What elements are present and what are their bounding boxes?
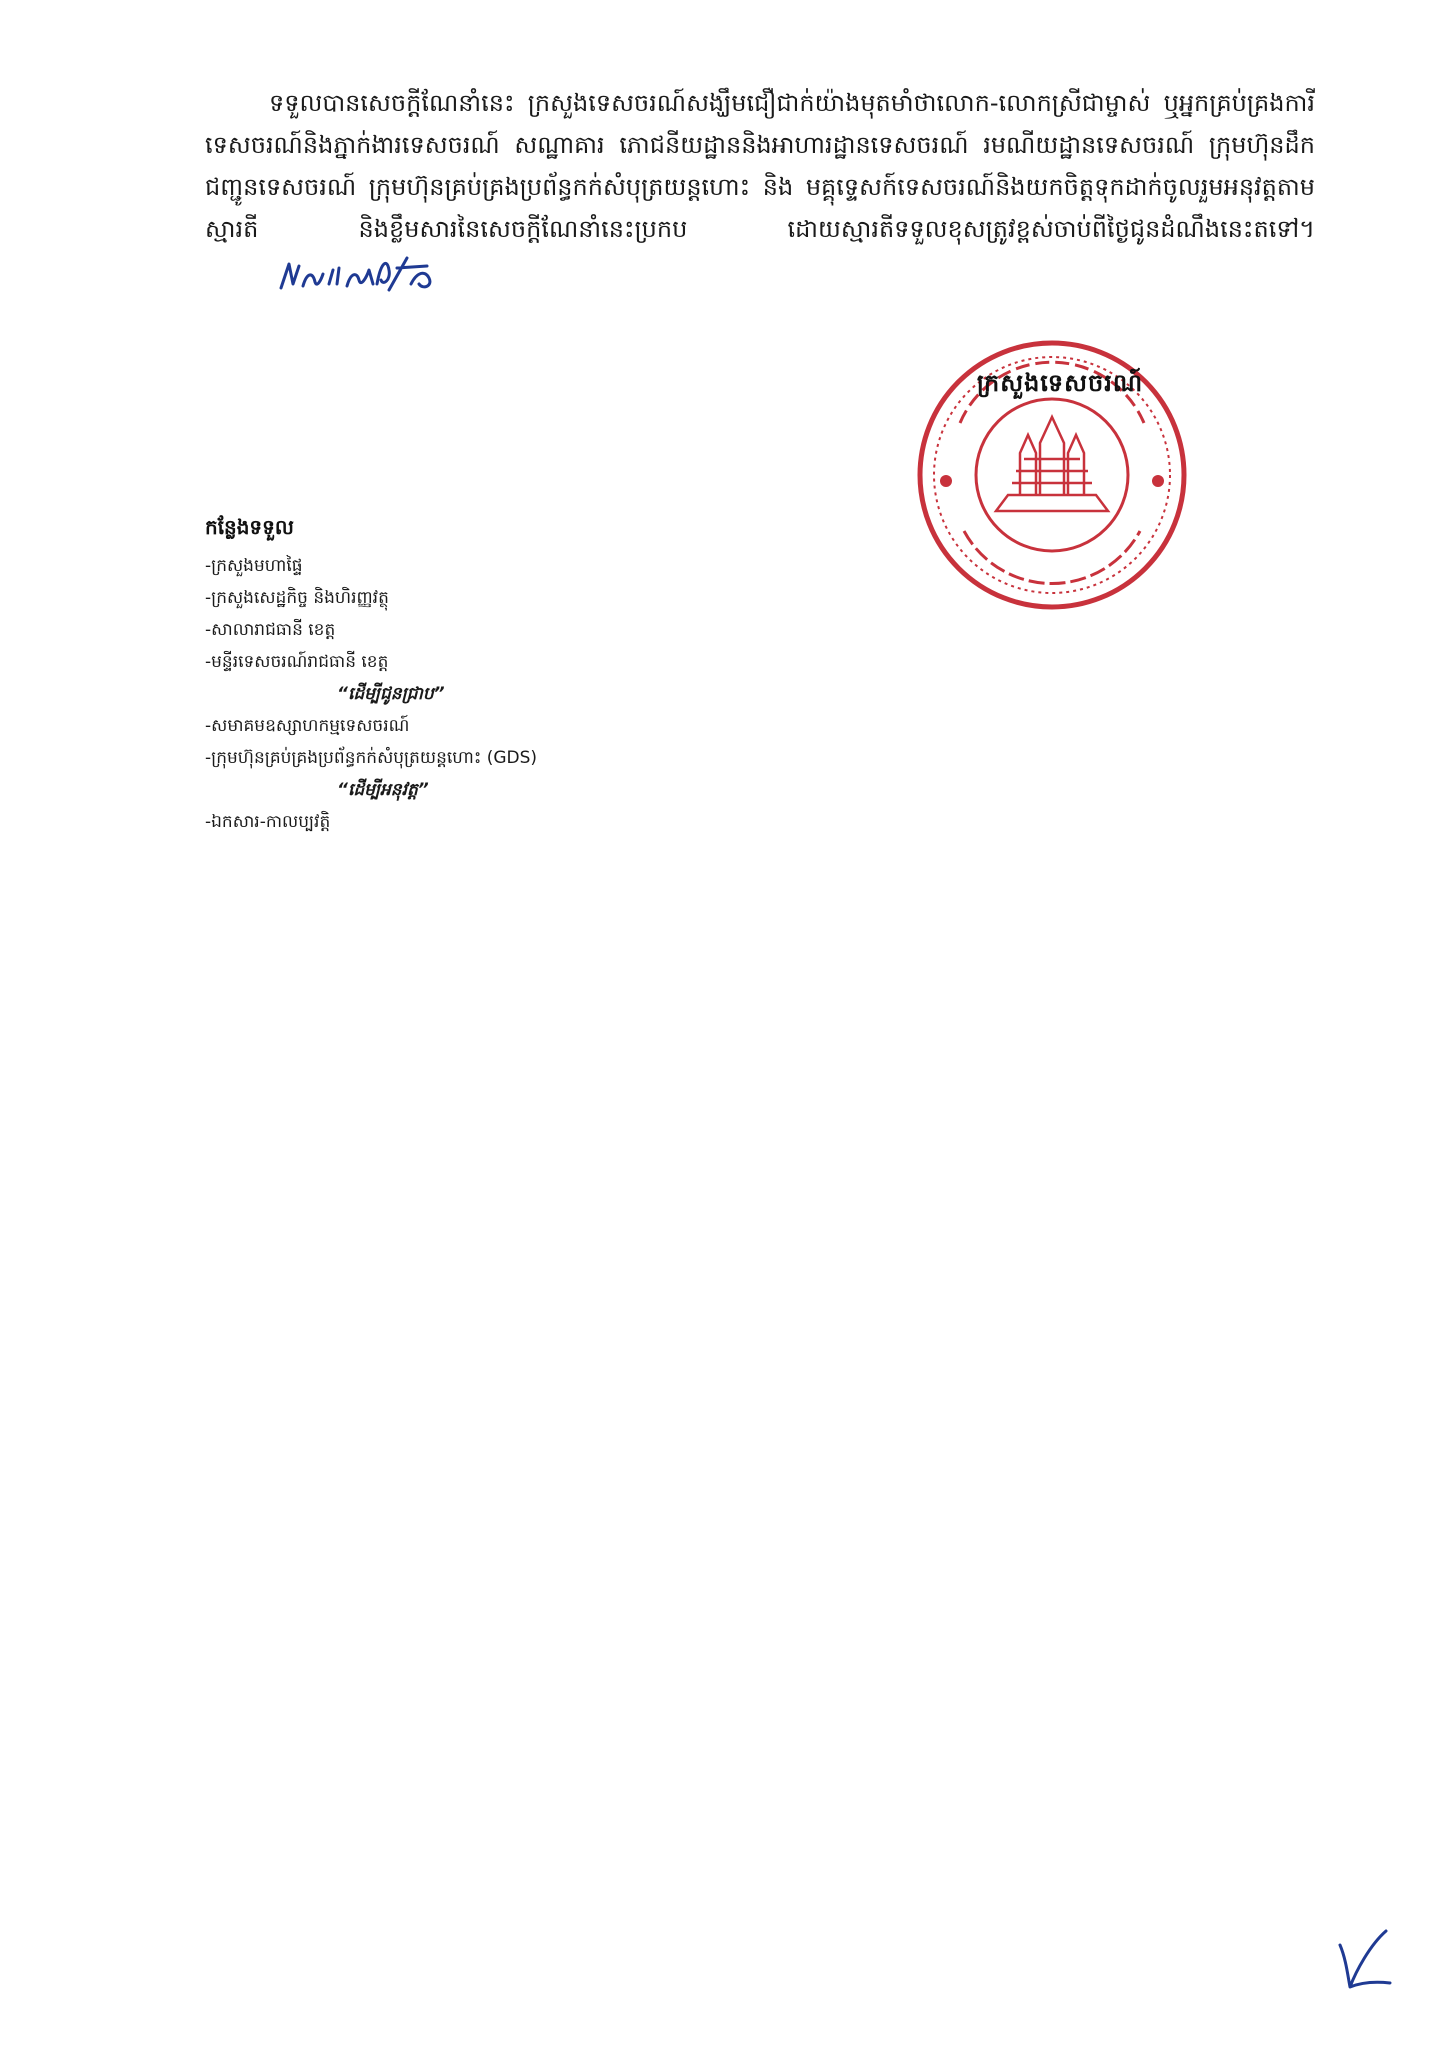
handwritten-initials-icon bbox=[213, 250, 447, 313]
recipient-item: -ឯកសារ-កាលប្បវត្តិ bbox=[205, 812, 331, 832]
recipient-item: -ក្រសួងមហាផ្ទៃ bbox=[205, 556, 303, 576]
purpose-note-implement: “ដើម្បីអនុវត្ត” bbox=[337, 780, 429, 800]
seal-label: ក្រសួងទេសចរណ៍ bbox=[976, 369, 1144, 397]
body-paragraph-text: ទទួលបានសេចក្តីណែនាំនេះ ក្រសួងទេសចរណ៍សង្ឃឹមជឿជាក់យ៉ាងមុតមាំថាលោក-លោកស្រីជាម្ចាស់ ឬអ្នកគ្រប់គ្រងការីទេសចរណ៍និងភ្នាក់ងារទេសចរណ៍ សណ្ឋាគារ ភោជនីយដ្ឋាននិងអាហារដ្ឋានទេសចរណ៍ រមណីយដ្ឋានទេសចរណ៍ ក្រុមហ៊ុនដឹកជញ្ជូនទេសចរណ៍ ក្រុមហ៊ុនគ្រប់គ្រងប្រព័ន្ធកក់សំបុត្រយន្តហោះ និង មគ្គុទ្ទេសក៍ទេសចរណ៍និងយកចិត្តទុកដាក់ចូលរួមអនុវត្តតាមស្មារតី និងខ្លឹមសារនៃសេចក្តីណែនាំនេះប្រកប ដោយស្មារតីទទួលខុសត្រូវខ្ពស់ចាប់ពីថ្ងៃជូនដំណឹងនេះតទៅ។ bbox=[205, 89, 1315, 243]
recipient-item: -សាលារាជធានី ខេត្ត bbox=[205, 620, 336, 640]
recipient-item: -សមាគមឧស្សាហកម្មទេសចរណ៍ bbox=[205, 716, 410, 736]
body-paragraph bbox=[205, 82, 1315, 313]
angkor-wat-emblem-icon bbox=[996, 417, 1108, 511]
recipient-item: -ក្រុមហ៊ុនគ្រប់គ្រងប្រព័ន្ធកក់សំបុត្រយន្តហោះ (GDS) bbox=[205, 748, 538, 768]
purpose-note-inform: “ដើម្បីជូនជ្រាប” bbox=[337, 684, 445, 704]
corner-initial-icon bbox=[1330, 1925, 1400, 1995]
recipients-section bbox=[205, 514, 725, 838]
recipient-item: -ក្រសួងសេដ្ឋកិច្ច និងហិរញ្ញវត្ថុ bbox=[205, 588, 389, 608]
recipients-title: កន្លែងទទួល bbox=[205, 515, 294, 539]
recipient-item: -មន្ទីរទេសចរណ៍រាជធានី ខេត្ត bbox=[205, 652, 389, 672]
